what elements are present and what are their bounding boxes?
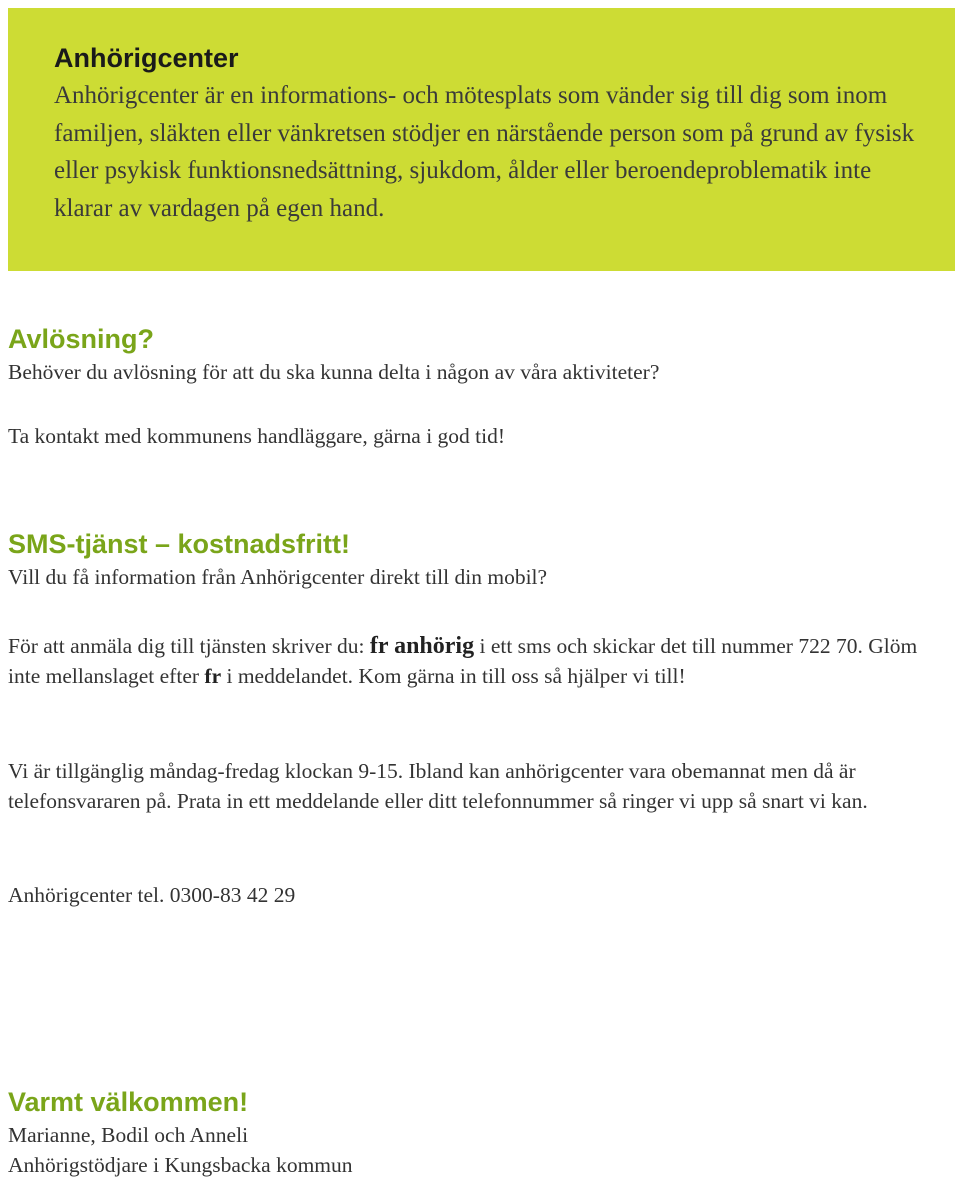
relief-heading: Avlösning? bbox=[8, 324, 154, 354]
signup-code: fr anhörig bbox=[369, 633, 475, 659]
staff-role: Anhörigstödjare i Kungsbacka kommun bbox=[8, 1153, 353, 1177]
intro-text: Anhörigcenter är en informations- och mötesplats som vänder sig till dig som inom familjen, släkten eller vänkretsen stödjer en närstående person som på grund av fysisk eller psykisk funktionsnedsättning, sjukdom, ålder eller beroendeproblematik inte klarar av vardagen på egen hand. bbox=[54, 82, 915, 222]
signup-suffix-2: i meddelandet. Kom gärna in till oss så hjälper vi till! bbox=[221, 663, 686, 688]
signup-suffix-1: i ett sms och skickar det till nummer 722 70. Glöm inte mellanslaget efter bbox=[8, 634, 918, 688]
availability-text: Vi är tillgänglig måndag-fredag klockan 9-15. Ibland kan anhörigcenter vara obemannat men då är telefonsvararen på. Prata in ett meddelande eller ditt telefonnummer så ringer vi upp så snart vi kan. bbox=[8, 759, 868, 813]
phone-number: Anhörigcenter tel. 0300-83 42 29 bbox=[8, 883, 296, 907]
staff-names: Marianne, Bodil och Anneli bbox=[8, 1123, 249, 1147]
sms-heading: SMS-tjänst – kostnadsfritt! bbox=[8, 529, 351, 559]
intro-title: Anhörigcenter bbox=[54, 43, 239, 73]
relief-advice: Ta kontakt med kommunens handläggare, gärna i god tid! bbox=[8, 424, 506, 448]
relief-question: Behöver du avlösning för att du ska kunna delta i någon av våra aktiviteter? bbox=[8, 360, 660, 384]
signup-prefix: För att anmäla dig till tjänsten skriver du: bbox=[8, 634, 370, 658]
signup-code-short: fr bbox=[204, 663, 222, 688]
sms-question: Vill du få information från Anhörigcenter direkt till din mobil? bbox=[8, 565, 548, 589]
welcome-heading: Varmt välkommen! bbox=[8, 1087, 249, 1117]
sms-signup-instructions bbox=[8, 632, 953, 691]
